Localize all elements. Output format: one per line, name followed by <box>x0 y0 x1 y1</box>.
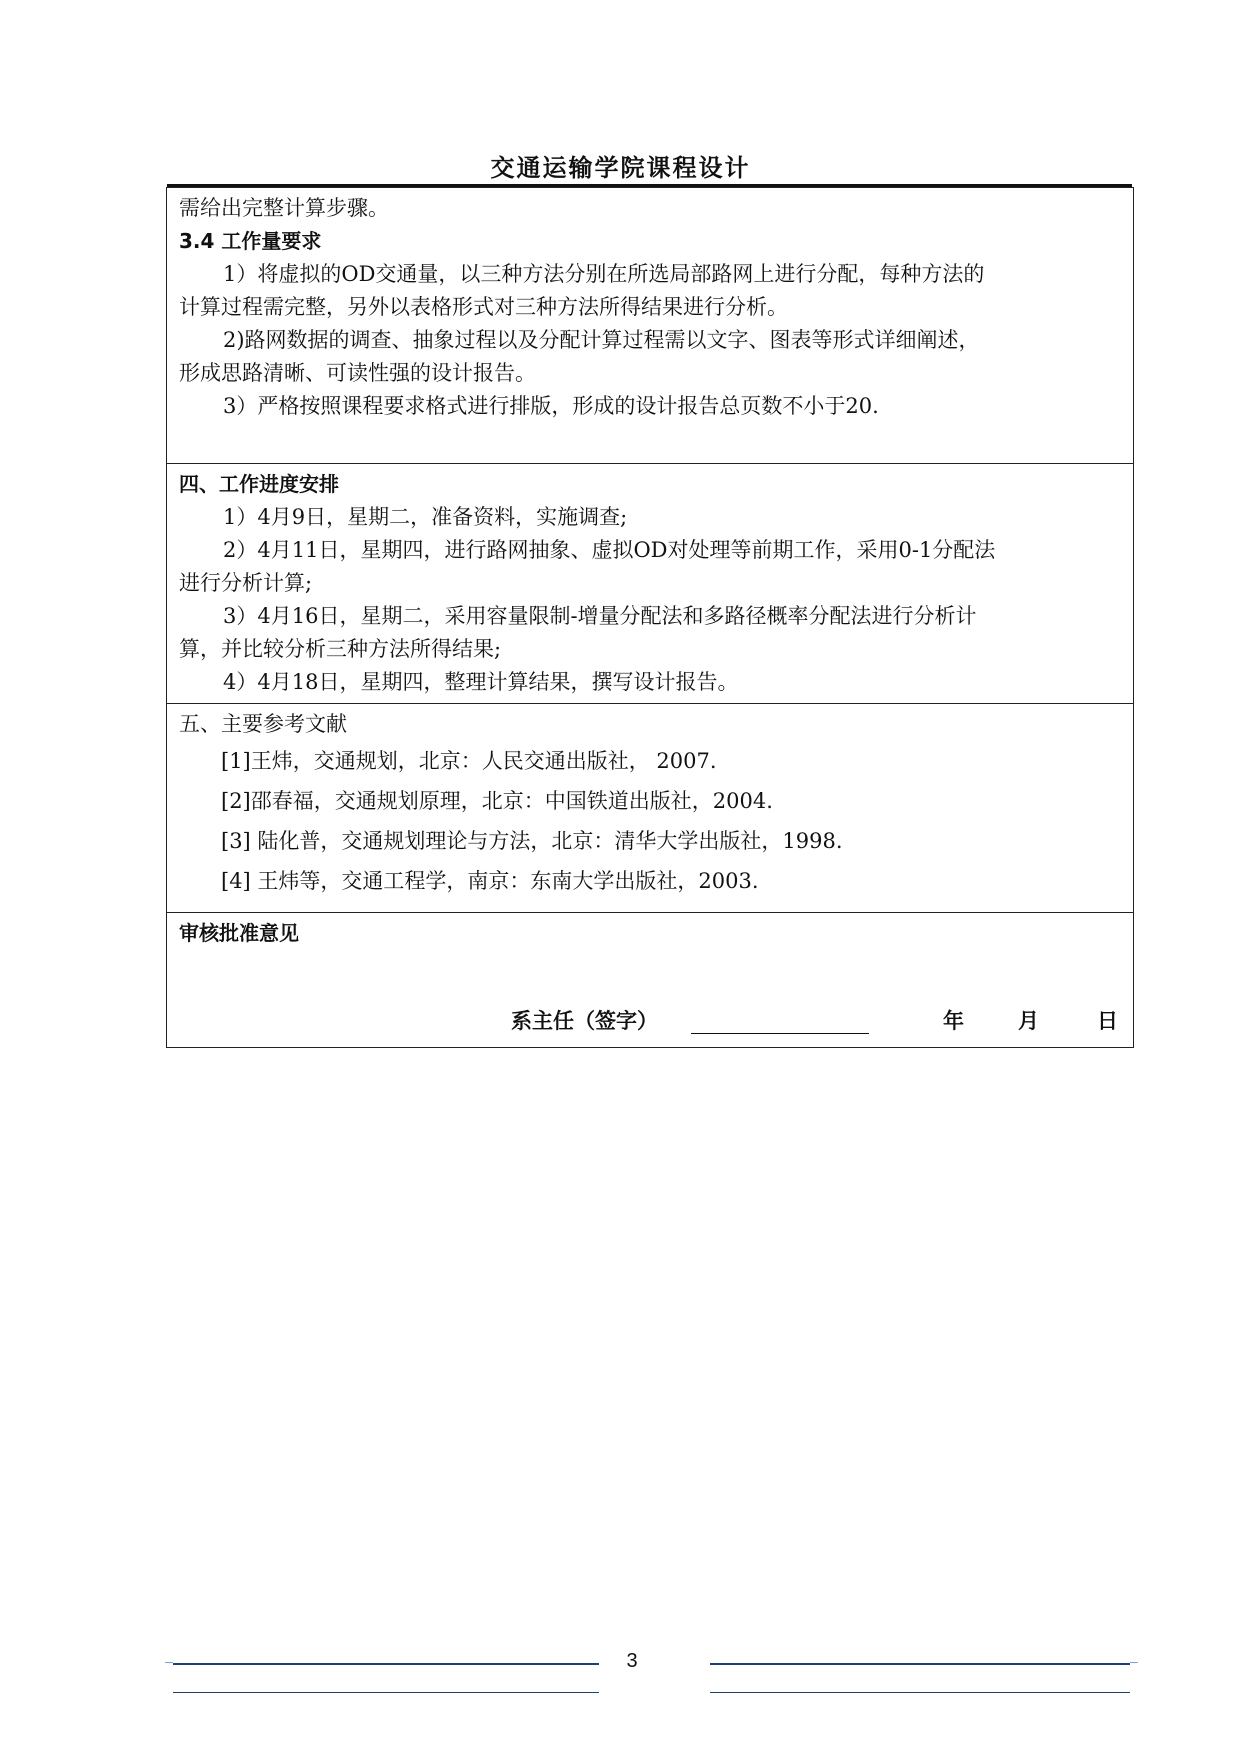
schedule-section <box>167 464 1134 704</box>
references-heading: 五、主要参考文献 <box>179 712 347 736</box>
footer-rule-top-right <box>710 1663 1130 1665</box>
schedule-heading: 四、工作进度安排 <box>179 472 339 496</box>
schedule-item-3-line-2: 算，并比较分析三种方法所得结果; <box>179 637 502 661</box>
reference-item-4: [4] 王炜等，交通工程学，南京：东南大学出版社，2003. <box>221 869 759 893</box>
reference-item-1: [1]王炜，交通规划，北京：人民交通出版社， 2007. <box>221 749 717 773</box>
day-label: 日 <box>1097 1009 1118 1033</box>
workload-item-1-line-1: 1）将虚拟的OD交通量，以三种方法分别在所选局部路网上进行分配，每种方法的 <box>223 262 985 286</box>
workload-heading: 3.4 工作量要求 <box>179 229 322 253</box>
continuation-text: 需给出完整计算步骤。 <box>179 196 389 220</box>
schedule-item-2-line-1: 2）4月11日，星期四，进行路网抽象、虚拟OD对处理等前期工作，采用0-1分配法 <box>223 538 996 562</box>
schedule-item-2-line-2: 进行分析计算; <box>179 571 313 595</box>
schedule-item-3-line-1: 3）4月16日，星期二，采用容量限制-增量分配法和多路径概率分配法进行分析计 <box>223 604 977 628</box>
workload-item-3-line-1: 3）严格按照课程要求格式进行排版，形成的设计报告总页数不小于20. <box>223 394 879 418</box>
schedule-cell <box>167 464 1134 704</box>
page-number: 3 <box>626 1650 638 1672</box>
course-design-form <box>166 187 1134 1048</box>
references-section <box>167 704 1134 913</box>
schedule-item-1: 1）4月9日，星期二，准备资料，实施调查; <box>223 505 628 529</box>
approval-section <box>167 913 1134 1048</box>
workload-cell <box>167 188 1134 464</box>
workload-item-2-line-1: 2)路网数据的调查、抽象过程以及分配计算过程需以文字、图表等形式详细阐述， <box>223 328 980 352</box>
workload-item-1-line-2: 计算过程需完整，另外以表格形式对三种方法所得结果进行分析。 <box>179 295 788 319</box>
year-label: 年 <box>943 1009 964 1033</box>
reference-item-3: [3] 陆化普，交通规划理论与方法，北京：清华大学出版社，1998. <box>221 829 843 853</box>
reference-item-2: [2]邵春福，交通规划原理，北京：中国铁道出版社，2004. <box>221 789 773 813</box>
footer-rule-top-left <box>173 1663 599 1665</box>
workload-item-2-line-2: 形成思路清晰、可读性强的设计报告。 <box>179 361 536 385</box>
schedule-item-4: 4）4月18日，星期四，整理计算结果，撰写设计报告。 <box>223 670 739 694</box>
page-header-title: 交通运输学院课程设计 <box>490 154 751 182</box>
references-cell <box>167 704 1134 913</box>
footer-rule-bottom-left <box>173 1692 599 1693</box>
approval-cell <box>167 913 1134 1048</box>
signature-label: 系主任（签字） <box>511 1009 658 1033</box>
approval-heading: 审核批准意见 <box>179 921 299 945</box>
signature-row <box>167 1005 1133 1039</box>
footer-rule-bottom-right <box>710 1692 1130 1693</box>
month-label: 月 <box>1018 1009 1039 1033</box>
signature-blank-line[interactable] <box>691 1033 869 1034</box>
workload-section <box>167 188 1134 464</box>
footer-rule-accent-right <box>1130 1662 1138 1663</box>
footer-rule-accent-left <box>165 1662 173 1663</box>
